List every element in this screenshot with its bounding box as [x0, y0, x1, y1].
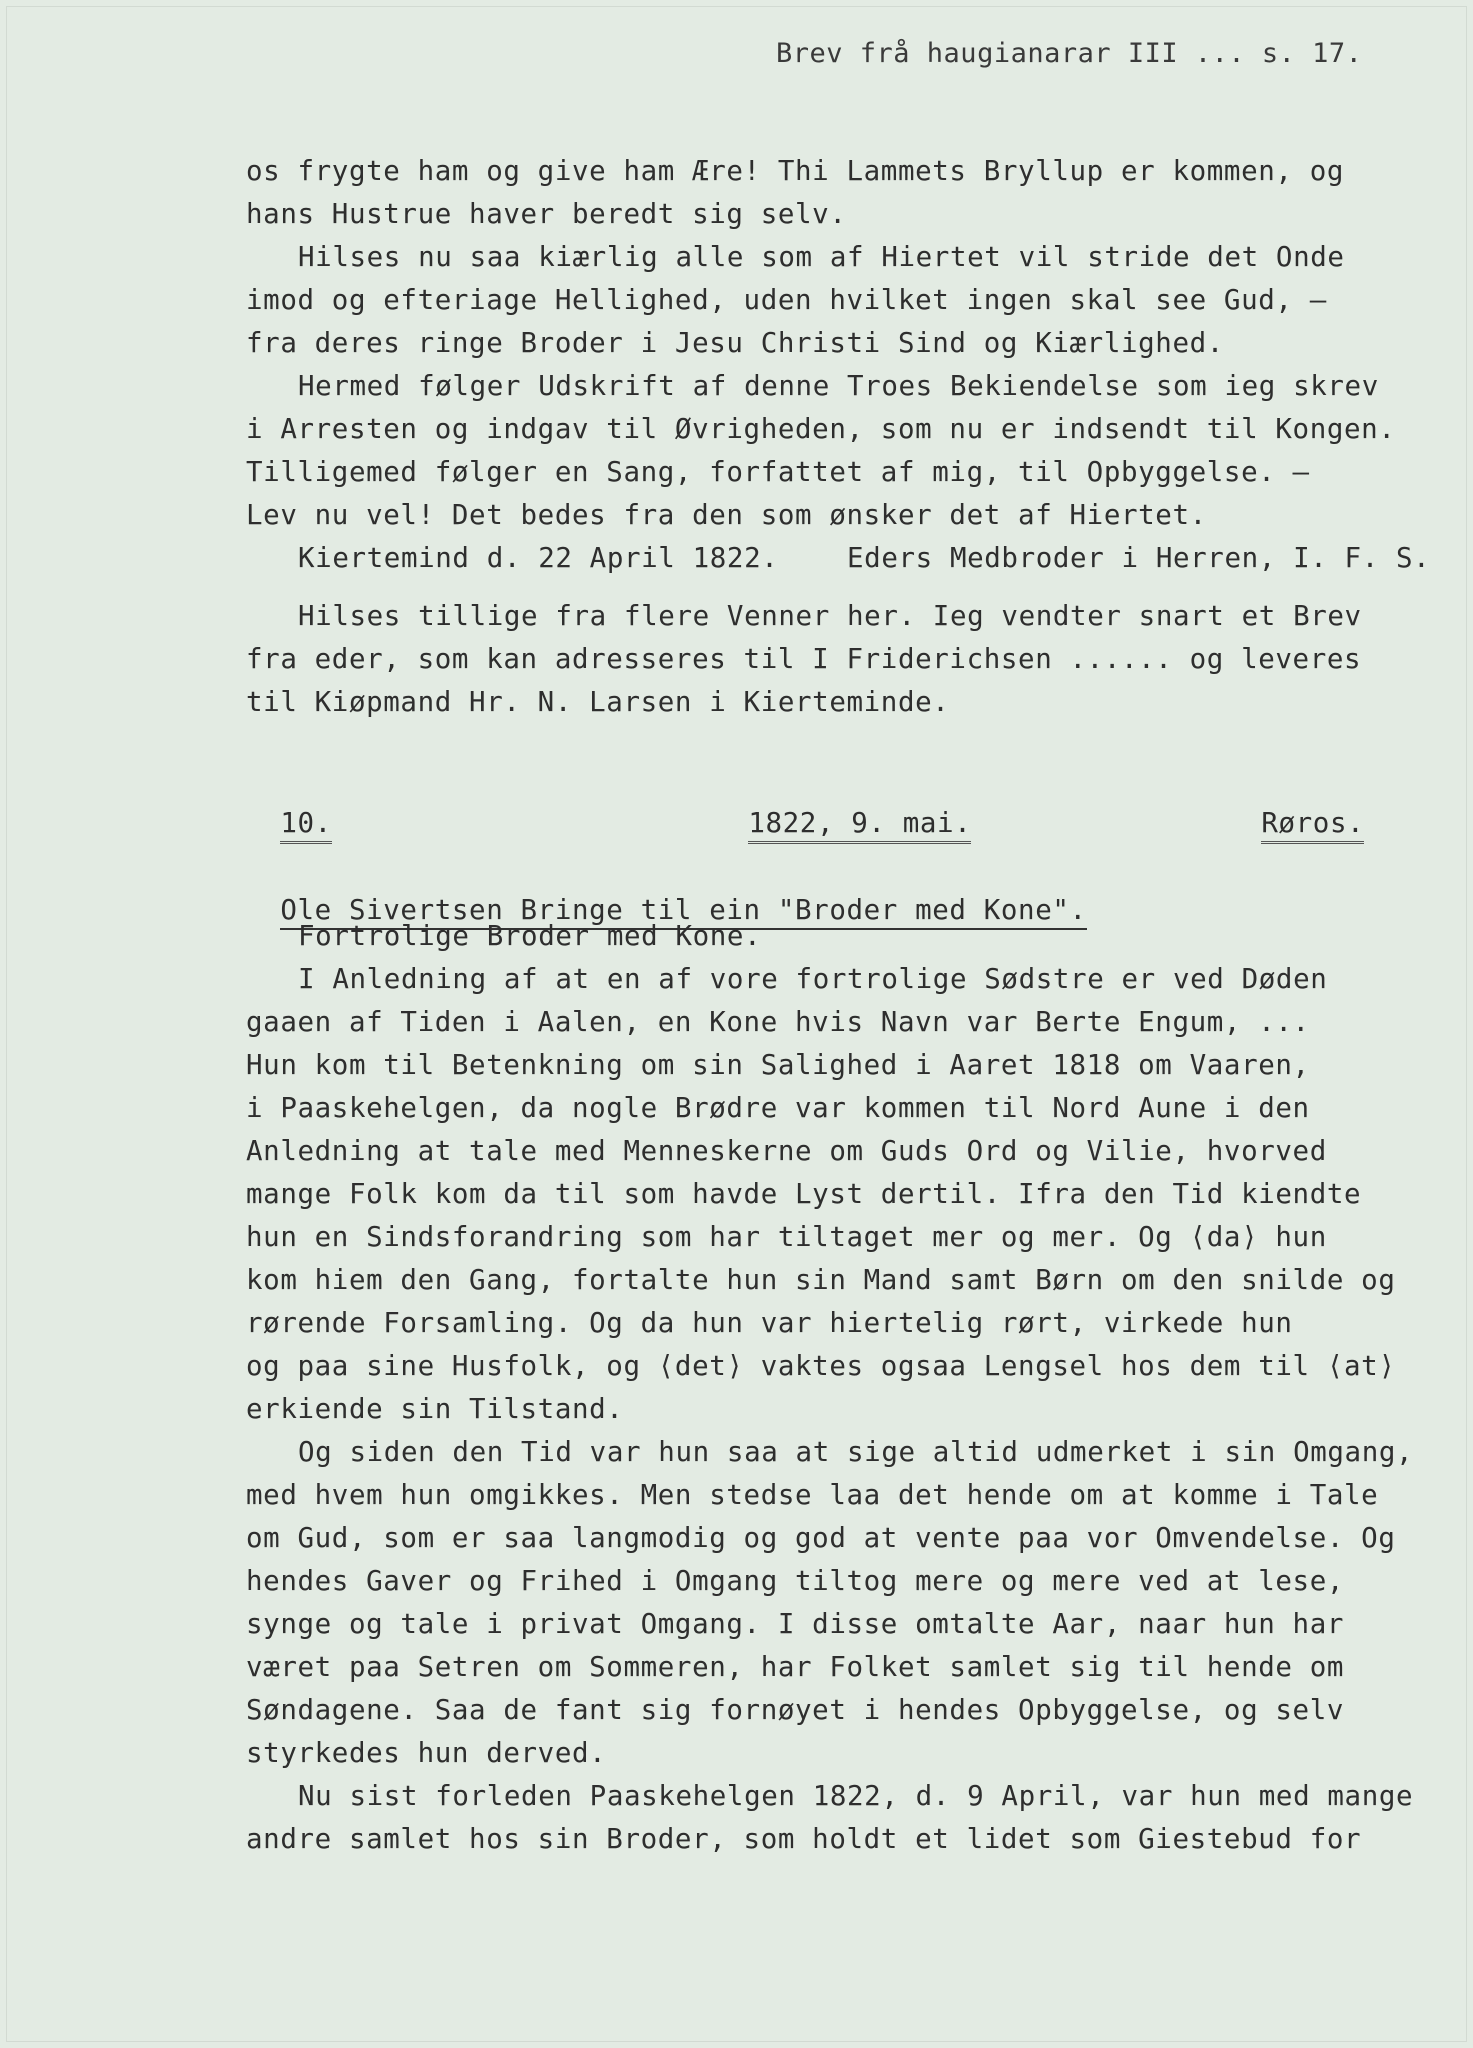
text-line: gaaen af Tiden i Aalen, en Kone hvis Navn var Berte Engum, ... [246, 1006, 1310, 1038]
text-line: i Paaskehelgen, da nogle Brødre var kommen til Nord Aune i den [246, 1092, 1310, 1124]
text-line: os frygte ham og give ham Ære! Thi Lammets Bryllup er kommen, og [246, 155, 1345, 187]
text-line: kom hiem den Gang, fortalte hun sin Mand samt Børn om den snilde og [246, 1264, 1396, 1296]
text-line: erkiende sin Tilstand. [246, 1393, 624, 1425]
text-line: om Gud, som er saa langmodig og god at vente paa vor Omvendelse. Og [246, 1522, 1396, 1554]
signature-line: Kiertemind d. 22 April 1822. Eders Medbroder i Herren, I. F. S. [298, 542, 1431, 574]
text-line: Nu sist forleden Paaskehelgen 1822, d. 9 April, var hun med mange [298, 1780, 1414, 1812]
text-line: Hermed følger Udskrift af denne Troes Bekiendelse som ieg skrev [298, 370, 1379, 402]
entry-date: 1822, 9. mai. [748, 807, 971, 844]
text-line: Tilligemed følger en Sang, forfattet af mig, til Opbyggelse. — [246, 456, 1310, 488]
text-line: fra eder, som kan adresseres til I Friderichsen ...... og leveres [246, 643, 1362, 675]
text-line: Og siden den Tid var hun saa at sige altid udmerket i sin Omgang, [298, 1436, 1414, 1468]
entry-place: Røros. [1261, 807, 1364, 844]
text-line: andre samlet hos sin Broder, som holdt et lidet som Giestebud for [246, 1823, 1362, 1855]
text-line: styrkedes hun derved. [246, 1737, 607, 1769]
text-line: hun en Sindsforandring som har tiltaget mer og mer. Og ⟨da⟩ hun [246, 1221, 1327, 1253]
page-header: Brev frå haugianarar III ... s. 17. [776, 38, 1363, 69]
text-line: Hun kom til Betenkning om sin Salighed i Aaret 1818 om Vaaren, [246, 1049, 1310, 1081]
text-line: i Arresten og indgav til Øvrigheden, som nu er indsendt til Kongen. [246, 413, 1396, 445]
text-line: rørende Forsamling. Og da hun var hiertelig rørt, virkede hun [246, 1307, 1293, 1339]
text-line: Hilses nu saa kiærlig alle som af Hiertet vil stride det Onde [298, 241, 1345, 273]
text-line: Hilses tillige fra flere Venner her. Ieg vendter snart et Brev [298, 600, 1362, 632]
text-line: I Anledning af at en af vore fortrolige Sødstre er ved Døden [298, 963, 1328, 995]
text-line: imod og efteriage Hellighed, uden hvilket ingen skal see Gud, — [246, 284, 1327, 316]
entry-title: Ole Sivertsen Bringe til ein "Broder med Kone". [280, 894, 1086, 930]
text-line: fra deres ringe Broder i Jesu Christi Sind og Kiærlighed. [246, 327, 1224, 359]
text-line: hans Hustrue haver beredt sig selv. [246, 198, 847, 230]
text-line: mange Folk kom da til som havde Lyst dertil. Ifra den Tid kiendte [246, 1178, 1362, 1210]
text-line: synge og tale i privat Omgang. I disse omtalte Aar, naar hun har [246, 1608, 1345, 1640]
salutation: Fortrolige Broder med Kone. [298, 920, 762, 952]
text-line: med hvem hun omgikkes. Men stedse laa det hende om at komme i Tale [246, 1479, 1379, 1511]
text-line: til Kiøpmand Hr. N. Larsen i Kierteminde. [246, 686, 950, 718]
entry-number: 10. [280, 807, 331, 844]
text-line: Lev nu vel! Det bedes fra den som ønsker det af Hiertet. [246, 499, 1207, 531]
text-line: hendes Gaver og Frihed i Omgang tiltog mere og mere ved at lese, [246, 1565, 1345, 1597]
text-line: og paa sine Husfolk, og ⟨det⟩ vaktes ogsaa Lengsel hos dem til ⟨at⟩ [246, 1350, 1396, 1382]
text-line: været paa Setren om Sommeren, har Folket samlet sig til hende om [246, 1651, 1345, 1683]
text-line: Anledning at tale med Menneskerne om Guds Ord og Vilie, hvorved [246, 1135, 1327, 1167]
text-line: Søndagene. Saa de fant sig fornøyet i hendes Opbyggelse, og selv [246, 1694, 1345, 1726]
